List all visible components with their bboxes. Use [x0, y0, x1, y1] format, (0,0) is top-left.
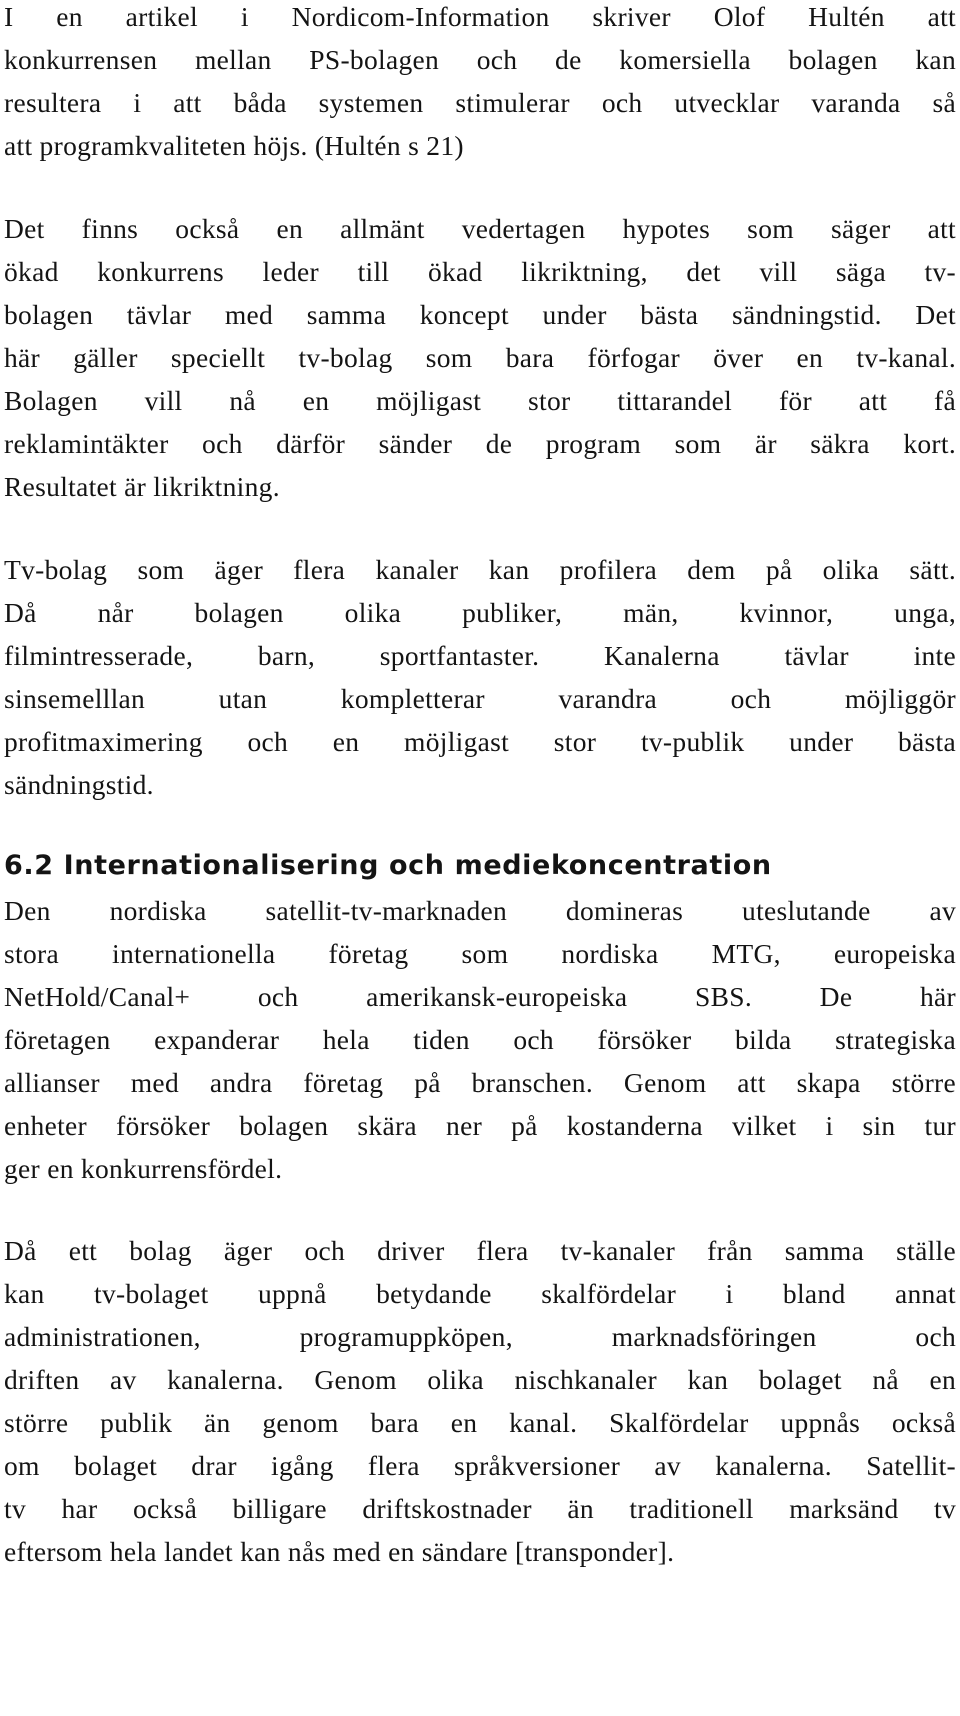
text-line: Den nordiska satellit-tv-marknaden domineras uteslutande av — [4, 895, 956, 926]
text-line: Tv-bolag som äger flera kanaler kan profilera dem på olika sätt. — [4, 554, 956, 585]
text-line: Då når bolagen olika publiker, män, kvinnor, unga, — [4, 597, 956, 628]
text-line: resultera i att båda systemen stimulerar och utvecklar varanda så — [4, 87, 956, 118]
text-line: reklamintäkter och därför sänder de program som är säkra kort. — [4, 428, 956, 459]
text-line: enheter försöker bolagen skära ner på kostanderna vilket i sin tur — [4, 1110, 956, 1141]
text-line: stora internationella företag som nordiska MTG, europeiska — [4, 938, 956, 969]
text-line: filmintresserade, barn, sportfantaster. Kanalerna tävlar inte — [4, 640, 956, 671]
text-line: företagen expanderar hela tiden och försöker bilda strategiska — [4, 1024, 956, 1055]
text-line: kan tv-bolaget uppnå betydande skalfördelar i bland annat — [4, 1278, 956, 1309]
text-line: eftersom hela landet kan nås med en sändare [transponder]. — [4, 1536, 675, 1567]
text-line: driften av kanalerna. Genom olika nischkanaler kan bolaget nå en — [4, 1364, 956, 1395]
text-line: större publik än genom bara en kanal. Skalfördelar uppnås också — [4, 1407, 956, 1438]
text-line: ökad konkurrens leder till ökad likriktning, det vill säga tv- — [4, 256, 956, 287]
text-line: I en artikel i Nordicom-Information skriver Olof Hultén att — [4, 1, 956, 32]
text-line: NetHold/Canal+ och amerikansk-europeiska SBS. De här — [4, 981, 956, 1012]
text-line: bolagen tävlar med samma koncept under bästa sändningstid. Det — [4, 299, 956, 330]
section-heading: 6.2 Internationalisering och mediekoncentration — [4, 850, 772, 881]
text-line: allianser med andra företag på branschen. Genom att skapa större — [4, 1067, 956, 1098]
text-line: Då ett bolag äger och driver flera tv-kanaler från samma ställe — [4, 1235, 956, 1266]
text-line: Bolagen vill nå en möjligast stor tittarandel för att få — [4, 385, 956, 416]
text-line: profitmaximering och en möjligast stor tv-publik under bästa — [4, 726, 956, 757]
text-line: här gäller speciellt tv-bolag som bara förfogar över en tv-kanal. — [4, 342, 956, 373]
text-line: sinsemelllan utan kompletterar varandra och möjliggör — [4, 683, 956, 714]
text-line: Det finns också en allmänt vedertagen hypotes som säger att — [4, 213, 956, 244]
text-line: administrationen, programuppköpen, marknadsföringen och — [4, 1321, 956, 1352]
text-line: sändningstid. — [4, 769, 154, 800]
text-line: Resultatet är likriktning. — [4, 471, 280, 502]
text-line: ger en konkurrensfördel. — [4, 1153, 283, 1184]
text-line: tv har också billigare driftskostnader än traditionell marksänd tv — [4, 1493, 956, 1524]
text-line: om bolaget drar igång flera språkversioner av kanalerna. Satellit- — [4, 1450, 956, 1481]
text-line: att programkvaliteten höjs. (Hultén s 21) — [4, 130, 464, 161]
text-line: konkurrensen mellan PS-bolagen och de komersiella bolagen kan — [4, 44, 956, 75]
